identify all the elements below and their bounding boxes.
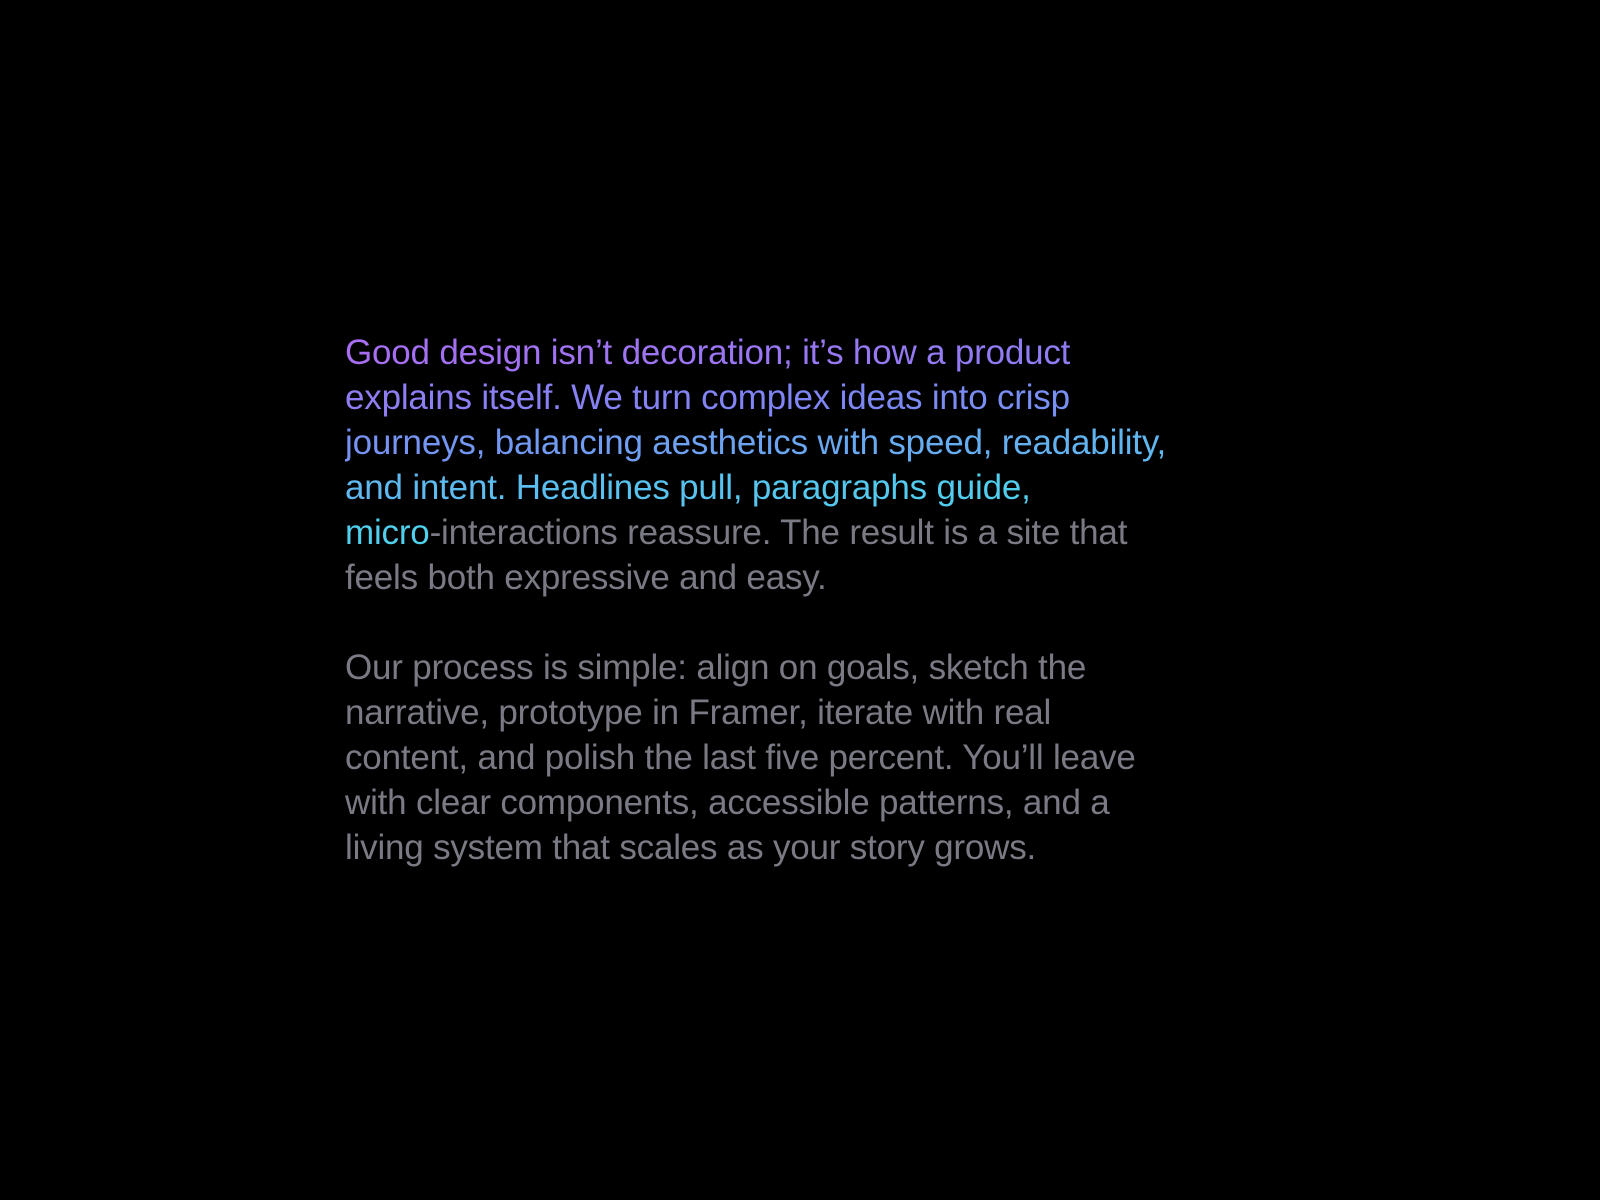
intro-paragraph [345,330,1285,600]
revealed-text: Good design isn’t decoration; it’s how a product explains itself. We turn complex ideas into crisp journeys, balancing aesthetics with speed, readability, and intent. Headlines pull, paragraphs guide, micro [345,333,1167,552]
unrevealed-text: -interactions reassure. The result is a site that feels both expressive and easy. [345,513,1128,597]
process-paragraph: Our process is simple: align on goals, sketch the narrative, prototype in Framer, iterate with real content, and polish the last five percent. You’ll leave with clear components, accessible patterns, and a living system that scales as your story grows. [345,648,1136,867]
scroll-reveal-text-block [345,330,1285,870]
